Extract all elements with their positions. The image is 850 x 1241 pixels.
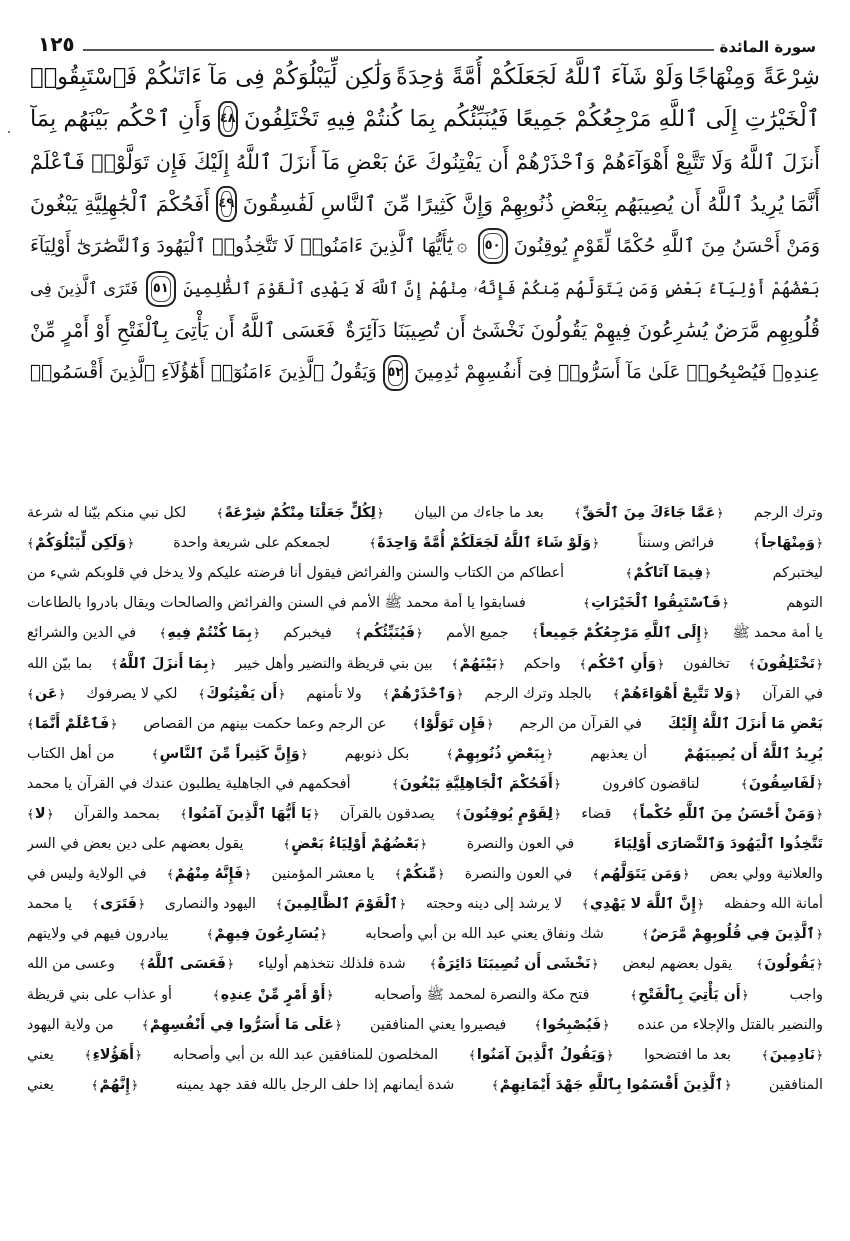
quoted-verse-fragment: ﴿ لِكُلٍّ جَعَلْنَا مِنْكُمْ شِرْعَةً ﴾ (217, 498, 384, 528)
verse-text: يَٰٓأَيُّهَا ٱلَّذِينَ ءَامَنُوا۟ لَا تَتَّخِذُوا۟ ٱلْيَهُودَ وَٱلنَّصَٰرَىٰٓ أَوْلِيَآءَ (30, 235, 453, 258)
verse-text: وَيَقُولُ ٱلَّذِينَ ءَامَنُوٓا۟ أَهَٰٓؤُلَآءِ ٱلَّذِينَ أَقْسَمُوا۟ (30, 362, 377, 384)
page-number: ١٢٥ (38, 32, 75, 56)
commentary-text: بمحمد والقرآن (73, 805, 160, 822)
commentary-text: شدة أيمانهم إذا حلف الرجل بالله فقد جهد يمينه (175, 1076, 455, 1093)
quoted-verse-fragment: ﴿ وَلَوْ شَاءَ ٱللَّهُ لَجَعَلَكُمْ أُمَّةً وَاحِدَةً ﴾ (369, 528, 599, 558)
verse-text: وَلَوْ شَآءَ ٱللَّهُ لَجَعَلَكُمْ أُمَّةً وَٰحِدَةً (396, 64, 684, 91)
commentary-text: فيخبركم (283, 625, 332, 642)
commentary-text: يبادرون فيهم في ولايتهم (27, 926, 169, 943)
commentary-text: المنافقين (768, 1076, 823, 1093)
commentary-line (27, 1040, 823, 1070)
quoted-verse-fragment: ﴿ مِّنكُمْ ﴾ (395, 859, 445, 889)
commentary-line (27, 498, 823, 528)
commentary-text: عن الرجم وعما حكمت بينهم من القصاص (143, 715, 387, 732)
commentary-text: أن يعذبهم (590, 745, 648, 762)
commentary-text: وترك الرجم (753, 505, 823, 522)
commentary-text: وعسى من الله (27, 956, 115, 973)
commentary-text: ولا تأمنهم (306, 685, 362, 702)
quoted-verse-fragment: ﴿ لِقَوْمٍ يُوقِنُونَ ﴾ (455, 799, 561, 829)
ayah-number-marker: ٤٩ (216, 186, 237, 222)
quran-line (30, 183, 820, 225)
quoted-verse-fragment: ﴿ نَخْشَى أَن تُصِيبَنَا دَائِرَةٌ ﴾ (430, 949, 599, 979)
commentary-text: لجمعكم على شريعة واحدة (173, 535, 331, 552)
quoted-verse-fragment: ﴿ عَن ﴾ (27, 679, 66, 709)
commentary-text: والنضير بالقتل والإجلاء من عنده (637, 1016, 823, 1033)
commentary-text: واجب (789, 986, 823, 1003)
quoted-verse-fragment: ﴿ بِمَا أَنزَلَ ٱللَّهُ ﴾ (111, 649, 216, 679)
header-rule (83, 49, 714, 51)
commentary-text: جميع الأمم (446, 625, 509, 642)
surah-title: سورة المائدة (719, 38, 816, 56)
commentary-text: لكي لا يصرفوك (86, 685, 178, 702)
commentary-text: فسابقوا يا أمة محمد ﷺ الأمم في السنن والفرائض والصالحات ويقال بادروا بالطاعات (27, 595, 526, 612)
quoted-verse-fragment: ﴿ ٱلَّذِينَ أَقْسَمُوا بِٱللَّهِ جَهْدَ أَيْمَانِهِمْ ﴾ (492, 1070, 732, 1100)
commentary-text: يصدقون بالقرآن (339, 805, 435, 822)
commentary-text: يعني (27, 1076, 54, 1093)
commentary-text: في القرآن (762, 685, 823, 702)
quoted-verse-fragment: ﴿ وَلَكِن لِّيَبْلُوَكُمْ ﴾ (27, 528, 134, 558)
commentary-text: يقول بعضهم لبعض (622, 956, 733, 973)
quran-line (30, 310, 820, 352)
commentary-text: في العون والنصرة (466, 836, 575, 853)
commentary-text: تخالفون (683, 655, 730, 672)
quoted-verse-fragment: ﴿ وَمَن يَتَوَلَّهُم ﴾ (592, 859, 689, 889)
commentary-text: فتح مكة والنصرة لمحمد ﷺ وأصحابه (374, 986, 590, 1003)
quoted-verse-fragment: ﴿ نَادِمِينَ ﴾ (762, 1040, 823, 1070)
quoted-verse-fragment: ﴿ عَلَى مَا أَسَرُّوا فِي أَنْفُسِهِمْ ﴾ (142, 1010, 342, 1040)
hizb-star-icon: ۞ (456, 235, 468, 257)
quoted-verse-fragment: ﴿ فَعَسَى ٱللَّهُ ﴾ (139, 949, 234, 979)
page-header (38, 26, 816, 56)
verse-text: وَمَنْ أَحْسَنُ مِنَ ٱللَّهِ حُكْمًا لِّقَوْمٍ يُوقِنُونَ (513, 235, 820, 258)
quran-verses-block (30, 56, 820, 394)
commentary-line (27, 618, 823, 648)
commentary-text: بين بني قريظة والنضير وأهل خيبر (235, 655, 433, 672)
quoted-verse-fragment: ﴿ بِبَعْضِ ذُنُوبِهِمْ ﴾ (446, 739, 553, 769)
commentary-line (27, 588, 823, 618)
commentary-line (27, 769, 823, 799)
commentary-text: شدة فلذلك نتخذهم أولياء (257, 956, 406, 973)
commentary-text: أعطاكم من الكتاب والسنن والفرائض فيقول أنا فرضته عليكم ولا يدخل في قلوبكم شيء من (27, 565, 565, 582)
tafsir-commentary-block (27, 498, 823, 1100)
commentary-text: بعد ما افتضحوا (644, 1046, 731, 1063)
commentary-line (27, 949, 823, 979)
quoted-verse-fragment: ﴿ ٱلْقَوْمَ ٱلظَّالِمِينَ ﴾ (276, 889, 406, 919)
verse-text: عِندِهِۦ فَيُصْبِحُوا۟ عَلَىٰ مَآ أَسَرُّوا۟ فِىٓ أَنفُسِهِمْ نَٰدِمِينَ (414, 362, 820, 384)
commentary-text: في الولاية وليس في (27, 866, 147, 883)
quoted-verse-fragment: ﴿ ٱلَّذِينَ فِي قُلُوبِهِمْ مَّرَضٌ ﴾ (642, 919, 823, 949)
commentary-text: واحكم (523, 655, 561, 672)
commentary-text: لناقضون كافرون (602, 775, 700, 792)
verse-text: فَإِن تَوَلَّوْا۟ فَٱعْلَمْ (30, 149, 188, 174)
commentary-line (27, 799, 823, 829)
commentary-line (27, 1010, 823, 1040)
verse-text: فَتَرَى ٱلَّذِينَ فِى (30, 278, 139, 298)
commentary-line (27, 679, 823, 709)
verse-text: وَلَٰكِن لِّيَبْلُوَكُمْ فِى مَآ ءَاتَىٰكُمْ فَٱسْتَبِقُوا۟ (30, 64, 393, 91)
commentary-line (27, 889, 823, 919)
quoted-verse-fragment: ﴿ إِنَّ ٱللَّهَ لا يَهْدِي ﴾ (582, 889, 704, 919)
commentary-line (27, 1070, 823, 1100)
quoted-verse-fragment: ﴿ أَن يَفْتِنُوكَ ﴾ (198, 679, 285, 709)
ayah-number-marker: ٥٠ (478, 228, 508, 264)
quoted-verse-fragment: ﴿ فَإِنَّهُ مِنْهُمْ ﴾ (167, 859, 252, 889)
commentary-text: في العون والنصرة (464, 866, 573, 883)
quoted-verse-fragment: ﴿ فَإِن تَوَلَّوْا ﴾ (412, 709, 493, 739)
commentary-text: قضاء (581, 805, 612, 822)
quoted-verse-continuation: بَعْضِ مَا أَنزَلَ ٱللَّهُ إِلَيْكَ (667, 715, 823, 732)
verse-text: أَنزَلَ ٱللَّهُ وَلَا تَتَّبِعْ أَهْوَآءَهُمْ وَٱحْذَرْهُمْ أَن يَفْتِنُوكَ عَنۢ بَعْضِ مَآ أَنزَلَ ٱللَّهُ إِلَيْكَ (193, 149, 820, 174)
quoted-verse-fragment: ﴿ بَعْضُهُمْ أَوْلِيَاءُ بَعْضٍ ﴾ (283, 829, 427, 859)
quoted-verse-fragment: ﴿ فَتَرَى ﴾ (92, 889, 145, 919)
commentary-text: المخلصون للمنافقين عبد الله بن أبي وأصحابه (172, 1046, 439, 1063)
quoted-verse-fragment: ﴿ يُسَارِعُونَ فِيهِمْ ﴾ (207, 919, 328, 949)
commentary-text: يا أمة محمد ﷺ (732, 625, 823, 642)
quran-line (30, 56, 820, 98)
commentary-text: لا يرشد إلى دينه وحجته (425, 896, 563, 913)
ayah-number-marker: ٥١ (146, 271, 176, 307)
commentary-text: من ولاية اليهود (27, 1016, 114, 1033)
commentary-text: في الدين والشرائع (27, 625, 137, 642)
commentary-line (27, 739, 823, 769)
verse-text: أَفَحُكْمَ ٱلْجَٰهِلِيَّةِ يَبْغُونَ (30, 192, 210, 217)
scan-speck (8, 131, 10, 133)
verse-text: بَعْضُهُمْ أَوْلِيَآءُ بَعْضٍ وَمَن يَتَوَلَّهُم مِّنكُمْ فَإِنَّهُۥ مِنْهُمْ إِنَّ ٱللَّهَ لَا يَهْدِى ٱلْقَوْمَ ٱلظَّٰلِمِينَ (183, 278, 820, 298)
quoted-verse-fragment: ﴿ إِنَّهُمْ ﴾ (91, 1070, 138, 1100)
quran-line (30, 98, 820, 140)
commentary-line (27, 859, 823, 889)
commentary-text: والعلانية وولي بعض (709, 866, 823, 883)
quoted-verse-fragment: ﴿ بِمَا كُنْتُمْ فِيهِ ﴾ (159, 618, 260, 648)
commentary-text: يعني (27, 1046, 54, 1063)
verse-text: شِرْعَةً وَمِنْهَاجًا (687, 64, 820, 91)
quoted-verse-fragment: ﴿ فِيمَا آتَاكُمْ ﴾ (625, 558, 711, 588)
quoted-verse-fragment: ﴿ أَهَؤُلاءِ ﴾ (85, 1040, 142, 1070)
commentary-text: يا معشر المؤمنين (271, 866, 375, 883)
commentary-line (27, 528, 823, 558)
commentary-text: فيصيروا يعني المنافقين (370, 1016, 507, 1033)
commentary-line (27, 919, 823, 949)
quoted-verse-fragment: ﴿ وَمِنْهَاجاً ﴾ (753, 528, 823, 558)
commentary-line (27, 558, 823, 588)
quran-line (30, 352, 820, 394)
quoted-verse-fragment: ﴿ وَإِنَّ كَثِيراً مِّنَ ٱلنَّاسِ ﴾ (152, 739, 308, 769)
quoted-verse-fragment: ﴿ تَخْتَلِفُونَ ﴾ (749, 649, 823, 679)
verse-text: قُلُوبِهِم مَّرَضٌ يُسَٰرِعُونَ فِيهِمْ يَقُولُونَ نَخْشَىٰٓ أَن تُصِيبَنَا دَآئِرَةٌ (345, 318, 820, 342)
quoted-verse-fragment: ﴿ وَمَنْ أَحْسَنُ مِنَ ٱللَّهِ حُكْماً ﴾ (632, 799, 823, 829)
quoted-verse-fragment: ﴿ أَوْ أَمْرٍ مِّنْ عِندِهِ ﴾ (213, 980, 334, 1010)
commentary-text: بعد ما جاءك من البيان (414, 505, 544, 522)
quoted-verse-fragment: ﴿ وَٱحْذَرْهُمْ ﴾ (383, 679, 464, 709)
verse-text: ٱلْخَيْرَٰتِ إِلَى ٱللَّهِ مَرْجِعُكُمْ جَمِيعًا فَيُنَبِّئُكُم بِمَا كُنتُمْ فِيهِ تَخْتَلِفُونَ (243, 106, 820, 133)
quoted-verse-fragment: ﴿ فَٱعْلَمْ أَنَّمَا ﴾ (27, 709, 117, 739)
commentary-text: اليهود والنصارى (164, 896, 257, 913)
quoted-verse-continuation: يُرِيدُ ٱللَّهُ أَن يُصِيبَهُمْ (684, 745, 823, 762)
commentary-text: يا محمد (27, 896, 73, 913)
commentary-text: لكل نبي منكم بيّنا له شرعة (27, 505, 187, 522)
quoted-verse-fragment: ﴿ يَقُولُونَ ﴾ (756, 949, 823, 979)
commentary-text: التوهم (786, 595, 823, 612)
commentary-text: أمانة الله وحفظه (723, 896, 823, 913)
quoted-verse-fragment: ﴿ أَن يَأْتِيَ بِٱلْفَتْحِ ﴾ (630, 980, 748, 1010)
commentary-text: ليختبركم (772, 565, 823, 582)
quoted-verse-fragment: ﴿ أَفَحُكْمَ ٱلْجَاهِلِيَّةِ يَبْغُونَ ﴾ (392, 769, 561, 799)
quran-line (30, 225, 820, 267)
quoted-verse-fragment: ﴿ وَأَنِ ٱحْكُم ﴾ (580, 649, 665, 679)
commentary-line (27, 829, 823, 859)
verse-text: فَعَسَى ٱللَّهُ أَن يَأْتِىَ بِٱلْفَتْحِ أَوْ أَمْرٍ مِّنْ (30, 318, 336, 342)
commentary-text: من أهل الكتاب (27, 745, 115, 762)
commentary-text: أفحكمهم في الجاهلية يطلبون عندك في القرآن يا محمد (27, 775, 351, 792)
quoted-verse-fragment: ﴿ فَيُنَبِّئُكُم ﴾ (355, 618, 423, 648)
quoted-verse-fragment: ﴿ فَيُصْبِحُوا ﴾ (534, 1010, 609, 1040)
quoted-verse-fragment: ﴿ يَا أَيُّهَا ٱلَّذِينَ آمَنُوا ﴾ (180, 799, 320, 829)
quoted-verse-fragment: ﴿ بَيْنَهُمْ ﴾ (452, 649, 505, 679)
quoted-verse-fragment: ﴿ فَٱسْتَبِقُوا ٱلْخَيْرَاتِ ﴾ (583, 588, 729, 618)
quoted-verse-continuation: تَتَّخِذُوا ٱلْيَهُودَ وَٱلنَّصَارَى أَوْلِيَاءَ (613, 836, 823, 853)
commentary-line (27, 980, 823, 1010)
commentary-line (27, 709, 823, 739)
quoted-verse-fragment: ﴿ وَيَقُولُ ٱلَّذِينَ آمَنُوا ﴾ (469, 1040, 614, 1070)
quoted-verse-fragment: ﴿ وَلا تَتَّبِعْ أَهْوَاءَهُمْ ﴾ (613, 679, 742, 709)
commentary-text: بالجلد وترك الرجم (484, 685, 592, 702)
commentary-text: بكل ذنوبهم (344, 745, 410, 762)
commentary-text: شك ونفاق يعني عبد الله بن أبي وأصحابه (365, 926, 604, 943)
commentary-text: أو عذاب على بني قريظة (27, 986, 172, 1003)
ayah-number-marker: ٥٢ (383, 355, 408, 391)
quoted-verse-fragment: ﴿ إِلَى ٱللَّهِ مَرْجِعُكُمْ جَمِيعاً ﴾ (532, 618, 710, 648)
quran-line (30, 267, 820, 309)
commentary-text: فرائض وسنناً (638, 535, 715, 552)
quoted-verse-fragment: ﴿ لا ﴾ (27, 799, 54, 829)
ayah-number-marker: ٤٨ (218, 101, 238, 137)
commentary-text: يقول بعضهم على دين بعض في السر (27, 836, 244, 853)
verse-text: أَنَّمَا يُرِيدُ ٱللَّهُ أَن يُصِيبَهُم بِبَعْضِ ذُنُوبِهِمْ وَإِنَّ كَثِيرًا مِّنَ ٱلنَّاسِ لَفَٰسِقُونَ (242, 192, 820, 217)
quoted-verse-fragment: ﴿ عَمَّا جَاءَكَ مِنَ ٱلْحَقِّ ﴾ (574, 498, 723, 528)
quoted-verse-fragment: ﴿ لَفَاسِقُونَ ﴾ (741, 769, 823, 799)
commentary-text: بما بيّن الله (27, 655, 93, 672)
commentary-line (27, 648, 823, 678)
quran-line (30, 141, 820, 183)
verse-text: وَأَنِ ٱحْكُم بَيْنَهُم بِمَآ (30, 106, 212, 133)
commentary-text: في القرآن من الرجم (519, 715, 642, 732)
